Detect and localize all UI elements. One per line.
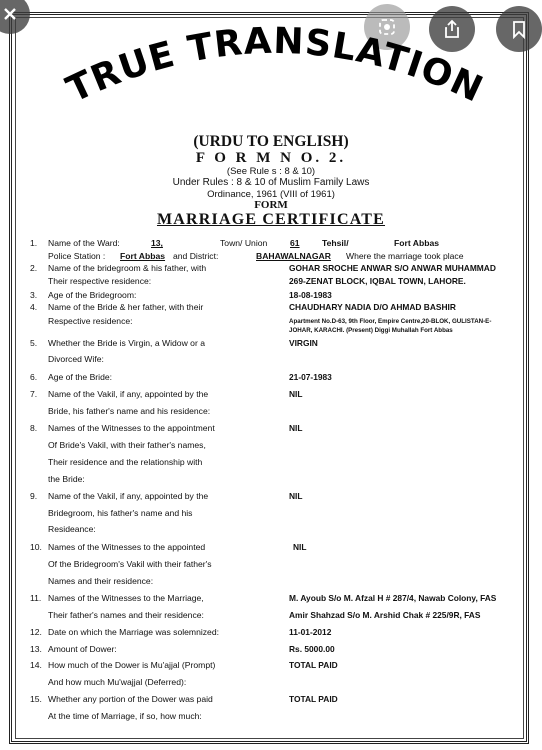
bridegroom-vakil: NIL bbox=[289, 491, 303, 501]
item-number: 8. bbox=[30, 423, 38, 433]
item-label: How much of the Dower is Mu'ajjal (Prompt) bbox=[48, 660, 216, 670]
item-label: Of the Bridegroom's Vakil with their father's bbox=[48, 559, 212, 569]
bookmark-icon bbox=[509, 19, 529, 39]
item-number: 5. bbox=[30, 338, 38, 348]
bride-vakil: NIL bbox=[289, 389, 303, 399]
item-label: Their father's names and their residence: bbox=[48, 610, 204, 620]
marriage-witness-2: Amir Shahzad S/o M. Arshid Chak # 225/9R, FAS bbox=[289, 610, 481, 620]
item-label: Name of the Vakil, if any, appointed by the bbox=[48, 491, 209, 501]
item-label: Bridegroom, his father's name and his bbox=[48, 508, 193, 518]
item-label: And how much Mu'wajjal (Deferred): bbox=[48, 677, 187, 687]
ward-value: 13, bbox=[151, 238, 163, 248]
item-label: Name of the Bride & her father, with their bbox=[48, 302, 204, 312]
item-number: 14. bbox=[30, 660, 42, 670]
certificate-title: MARRIAGE CERTIFICATE bbox=[156, 211, 386, 228]
bridegroom-vakil-witnesses: NIL bbox=[293, 542, 307, 552]
item-number: 15. bbox=[30, 694, 42, 704]
true-translation-banner bbox=[40, 18, 510, 136]
bride-vakil-witnesses: NIL bbox=[289, 423, 303, 433]
item-number: 2. bbox=[30, 263, 38, 273]
item-label: Of Bride's Vakil, with their father's names, bbox=[48, 440, 206, 450]
item-label: Name of the bridegroom & his father, with bbox=[48, 263, 207, 273]
dower-amount: Rs. 5000.00 bbox=[289, 644, 335, 654]
district-value: BAHAWALNAGAR bbox=[256, 251, 331, 261]
marriage-date: 11-01-2012 bbox=[289, 627, 332, 637]
marriage-witness-1: M. Ayoub S/o M. Afzal H # 287/4, Nawab Colony, FAS bbox=[289, 593, 497, 603]
district-label: and District: bbox=[173, 251, 219, 261]
item-label: Names of the Witnesses to the Marriage, bbox=[48, 593, 204, 603]
police-station-value: Fort Abbas bbox=[120, 251, 166, 261]
bridegroom-age: 18-08-1983 bbox=[289, 290, 332, 300]
item-number: 12. bbox=[30, 627, 42, 637]
item-label: the Bride: bbox=[48, 474, 85, 484]
item-number: 6. bbox=[30, 372, 38, 382]
under-rules: Under Rules : 8 & 10 of Muslim Family Laws bbox=[172, 177, 370, 188]
bride-age: 21-07-1983 bbox=[289, 372, 332, 382]
ward-label: Name of the Ward: bbox=[48, 238, 120, 248]
bridegroom-residence: 269-ZENAT BLOCK, IQBAL TOWN, LAHORE. bbox=[289, 276, 466, 286]
item-number: 1. bbox=[30, 238, 38, 248]
bride-residence-line1: Apartment No.D-63, 9th Floor, Empire Centre,20-BLOK, GULISTAN-E- bbox=[289, 318, 492, 325]
language-heading: (URDU TO ENGLISH) bbox=[193, 133, 349, 150]
dower-split: TOTAL PAID bbox=[289, 660, 338, 670]
place-note: Where the marriage took place bbox=[346, 251, 464, 261]
item-label: Amount of Dower: bbox=[48, 644, 117, 654]
dower-paid: TOTAL PAID bbox=[289, 694, 338, 704]
tehsil-label: Tehsil/ bbox=[322, 238, 349, 248]
item-label: Whether any portion of the Dower was paid bbox=[48, 694, 213, 704]
item-label: Age of the Bridegroom: bbox=[48, 290, 137, 300]
item-label: Name of the Vakil, if any, appointed by the bbox=[48, 389, 209, 399]
form-label: FORM bbox=[254, 199, 288, 211]
item-label: Resideance: bbox=[48, 524, 96, 534]
tehsil-value: Fort Abbas bbox=[394, 238, 440, 248]
item-label: Date on which the Marriage was solemnized: bbox=[48, 627, 220, 637]
item-label: Age of the Bride: bbox=[48, 372, 113, 382]
item-number: 11. bbox=[30, 593, 42, 603]
item-number: 3. bbox=[30, 290, 38, 300]
bride-name: CHAUDHARY NADIA D/O AHMAD BASHIR bbox=[289, 302, 456, 312]
svg-text:TRUE TRANSLATION bbox=[61, 21, 490, 111]
town-value: 61 bbox=[290, 238, 300, 248]
bridegroom-name: GOHAR SROCHE ANWAR S/O ANWAR MUHAMMAD bbox=[289, 263, 496, 273]
item-number: 9. bbox=[30, 491, 38, 501]
bride-residence-line2: JOHAR, KARACHI. (Present) Diggi Muhallah Fort Abbas bbox=[289, 327, 453, 334]
town-label: Town/ Union bbox=[220, 238, 268, 248]
police-station-label: Police Station : bbox=[48, 251, 106, 261]
banner-title: TRUE TRANSLATION bbox=[60, 20, 490, 111]
item-label: Names of the Witnesses to the appointment bbox=[48, 423, 215, 433]
item-label: Whether the Bride is Virgin, a Widow or a bbox=[48, 338, 205, 348]
item-label: Their respective residence: bbox=[48, 276, 152, 286]
form-number: F O R M N O. 2. bbox=[195, 150, 347, 166]
item-number: 4. bbox=[30, 302, 38, 312]
item-label: Divorced Wife: bbox=[48, 354, 104, 364]
item-number: 7. bbox=[30, 389, 38, 399]
item-label: Names and their residence: bbox=[48, 576, 154, 586]
item-label: Their residence and the relationship with bbox=[48, 457, 203, 467]
rules-reference: (See Rule s : 8 & 10) bbox=[226, 166, 316, 177]
bride-status: VIRGIN bbox=[289, 338, 318, 348]
item-number: 10. bbox=[30, 542, 42, 552]
item-label: At the time of Marriage, if so, how much: bbox=[48, 711, 202, 721]
item-number: 13. bbox=[30, 644, 42, 654]
close-icon bbox=[0, 4, 20, 24]
item-label: Names of the Witnesses to the appointed bbox=[48, 542, 206, 552]
ordinance: Ordinance, 1961 (VIII of 1961) bbox=[207, 189, 335, 200]
item-label: Bride, his father's name and his residence: bbox=[48, 406, 211, 416]
item-label: Respective residence: bbox=[48, 316, 133, 326]
